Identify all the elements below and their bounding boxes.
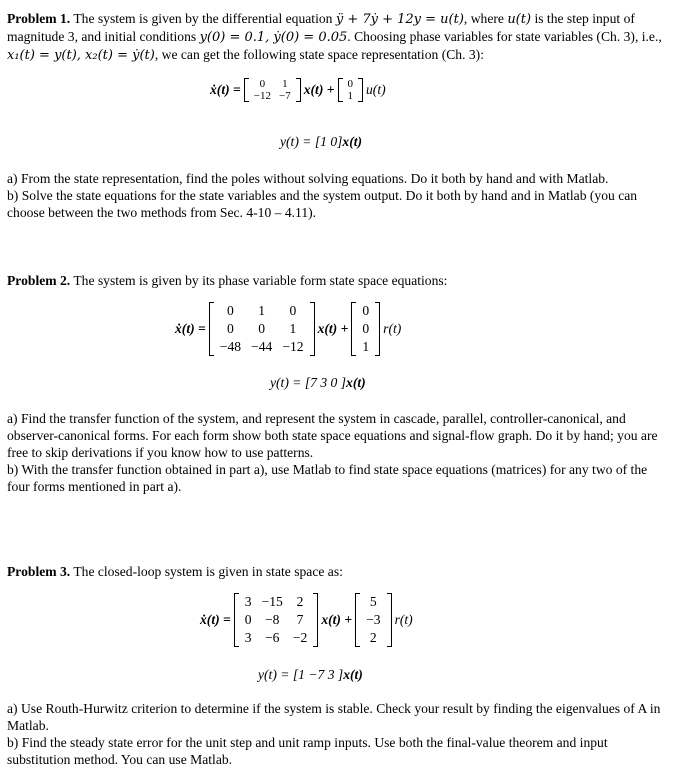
p2-xdot: ẋ(t) =	[175, 321, 206, 336]
p2-A-cell: −12	[282, 339, 304, 354]
p2-intro: The system is given by its phase variable form state space equations:	[70, 273, 448, 288]
p3-A-cell: 2	[296, 594, 304, 609]
p1-xdot: ẋ(t) =	[210, 82, 241, 97]
p1-B-cell: 0	[347, 78, 353, 90]
p1-intro-b: , where	[463, 11, 508, 26]
p2-A-cell: 1	[258, 303, 266, 318]
p1-part-a: a) From the state representation, find the poles without solving equations. Do it both by hand and with Matlab.	[7, 171, 609, 186]
p3-matrix-B	[355, 593, 391, 647]
p1-intro-c: is the step input of magnitude 3, and initial conditions	[7, 11, 635, 44]
p1-part-b: b) Solve the state equations for the state variables and the system output. Do it both by hand and in Matlab (you can choose between the two methods from Sec. 4-10 – 4.11).	[7, 188, 638, 220]
p3-xdot: ẋ(t) =	[200, 612, 231, 627]
p3-y-left: y(t) = [1 −7 3 ]	[258, 667, 344, 682]
p1-output-equation	[280, 134, 362, 150]
problem-3-parts	[7, 700, 673, 768]
p2-A-cell: −44	[251, 339, 273, 354]
p3-part-b: b) Find the steady state error for the unit step and unit ramp inputs. Use both the final-value theorem and input substitution method. You can use Matlab.	[7, 735, 608, 767]
p3-A-cell: −6	[264, 630, 280, 645]
p2-A-cell: −48	[219, 339, 242, 354]
problem-2-statement	[7, 272, 673, 289]
p3-A-cell: 3	[244, 594, 252, 609]
problem-3-title: Problem 3.	[7, 564, 71, 579]
p2-rt: r(t)	[383, 321, 402, 336]
problem-2-title: Problem 2.	[7, 273, 71, 288]
problem-1-parts	[7, 170, 673, 221]
p1-A-cell: 0	[259, 78, 266, 90]
p3-intro: The closed-loop system is given in state space as:	[70, 564, 343, 579]
p1-intro-a: The system is given by the differential equation	[70, 11, 336, 26]
p1-initial-conditions: y(0) = 0.1, ẏ(0) = 0.05	[199, 30, 348, 45]
p1-phase-variables: x₁(t) = y(t), x₂(t) = ẏ(t)	[7, 48, 155, 63]
p3-y-right: x(t)	[343, 667, 363, 682]
p1-matrix-A	[244, 78, 301, 102]
p3-rt: r(t)	[394, 612, 413, 627]
p1-A-cell: 1	[282, 78, 288, 90]
p1-B-cell: 1	[347, 90, 353, 102]
p1-ode: ÿ + 7ẏ + 12y = u(t)	[335, 12, 464, 27]
p3-A-cell: 3	[244, 630, 252, 645]
p2-A-cell: 1	[289, 321, 297, 336]
p3-output-equation	[258, 667, 363, 683]
p2-matrix-B	[351, 302, 380, 356]
p2-A-cell: 0	[289, 303, 297, 318]
p2-y-right: x(t)	[346, 375, 366, 390]
problem-2-parts	[7, 410, 673, 495]
p1-u-symbol: u(t)	[507, 12, 532, 27]
p2-B-cell: 0	[362, 321, 370, 336]
p1-ut: u(t)	[366, 82, 386, 97]
p1-state-equation	[210, 78, 386, 102]
p2-output-equation	[270, 375, 366, 391]
p2-B-cell: 1	[362, 339, 370, 354]
p2-xt: x(t) +	[317, 321, 349, 336]
p1-A-cell: −12	[253, 90, 271, 102]
p1-A-cell: −7	[279, 90, 291, 102]
p2-A-cell: 0	[227, 303, 234, 318]
p2-y-left: y(t) = [7 3 0 ]	[270, 375, 347, 390]
p3-B-cell: −3	[366, 612, 381, 627]
p1-intro-d: . Choosing phase variables for state variables (Ch. 3), i.e.,	[347, 29, 662, 44]
p2-state-equation	[175, 302, 401, 356]
p1-y-right: x(t)	[342, 134, 363, 149]
p2-part-a: a) Find the transfer function of the system, and represent the system in cascade, parallel, controller-canonical, and observer-canonical forms. For each form show both state space equations and signal-flow graph. Do it by hand; you are free to skip derivations if you know how to use patterns.	[7, 411, 658, 460]
p2-B-cell: 0	[362, 303, 370, 318]
problem-3-statement	[7, 563, 673, 580]
p1-matrix-B	[338, 78, 364, 102]
p1-xt: x(t) +	[303, 82, 335, 97]
p3-A-cell: 7	[296, 612, 304, 627]
p3-A-cell: −15	[261, 594, 283, 609]
p1-y-left: y(t) = [1 0]	[280, 134, 343, 149]
p2-matrix-A	[209, 302, 315, 356]
p2-A-cell: 0	[258, 321, 266, 336]
p3-xt: x(t) +	[321, 612, 353, 627]
p3-A-cell: −2	[292, 630, 308, 645]
p2-part-b: b) With the transfer function obtained in part a), use Matlab to find state space equations (matrices) for any two of the four forms mentioned in part a).	[7, 462, 648, 494]
p3-matrix-A	[234, 593, 319, 647]
problem-1-statement	[7, 10, 673, 64]
p3-part-a: a) Use Routh-Hurwitz criterion to determine if the system is stable. Check your result by finding the eigenvalues of A in Matlab.	[7, 701, 661, 733]
problem-1-title: Problem 1.	[7, 11, 71, 26]
p3-B-cell: 5	[369, 594, 377, 609]
p3-A-cell: 0	[244, 612, 252, 627]
p2-A-cell: 0	[227, 321, 234, 336]
p3-A-cell: −8	[264, 612, 280, 627]
p1-intro-e: , we can get the following state space representation (Ch. 3):	[154, 47, 484, 62]
p3-B-cell: 2	[369, 630, 377, 645]
p3-state-equation	[200, 593, 413, 647]
